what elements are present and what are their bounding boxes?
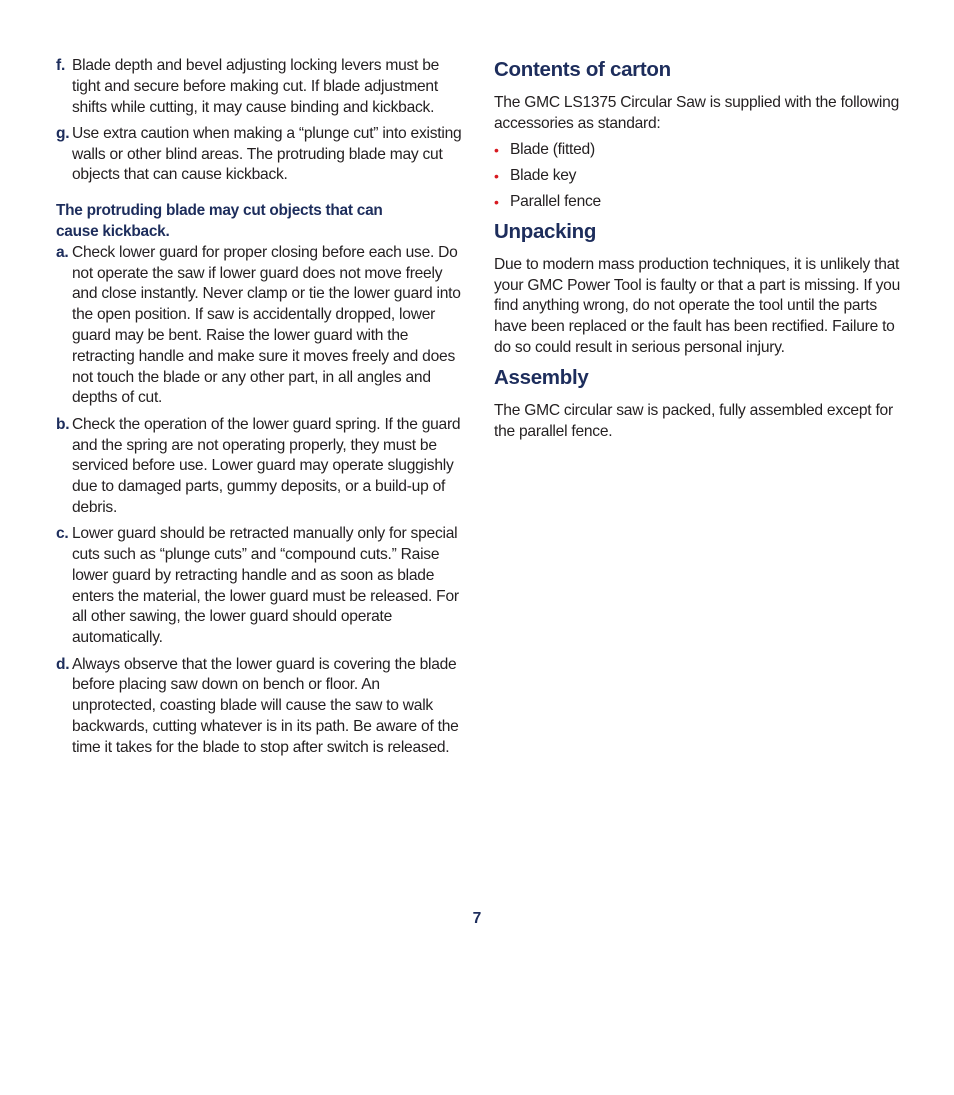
contents-list: [494, 140, 904, 214]
item-letter: a.: [56, 243, 69, 261]
item-text: Use extra caution when making a “plunge cut” into existing walls or other blind areas. The protruding blade may cut objects that can cause kickback.: [72, 124, 462, 184]
item-letter: c.: [56, 525, 69, 543]
bullet-icon: •: [494, 194, 499, 211]
list-item-f: [56, 56, 466, 118]
list-item: [494, 140, 904, 161]
list-item-b: [56, 415, 466, 519]
item-text: Check lower guard for proper closing before each use. Do not operate the saw if lower guard does not move freely and close instantly. Never clamp or tie the lower guard into the open position. If saw is accidentally dropped, lower guard may be bent. Raise the lower guard with the retracting handle and make sure it moves freely and does not touch the blade or any other part, in all angles and depths of cut.: [72, 243, 461, 407]
item-letter: f.: [56, 57, 66, 74]
unpacking-heading: Unpacking: [494, 219, 597, 243]
item-letter: d.: [56, 655, 70, 673]
bullet-icon: •: [494, 167, 499, 184]
warning-heading: The protruding blade may cut objects that can cause kickback.: [56, 202, 383, 241]
list-item: [494, 192, 904, 213]
item-text: Lower guard should be retracted manually only for special cuts such as “plunge cuts” and “compound cuts.” Raise lower guard by retracting handle and as soon as blade enters the material, the lower guard must be released. For all other sawing, the lower guard should operate automatically.: [72, 525, 459, 647]
bullet-text: Blade (fitted): [510, 140, 595, 158]
contents-heading: Contents of carton: [494, 58, 671, 81]
assembly-heading: Assembly: [494, 365, 589, 389]
contents-intro: The GMC LS1375 Circular Saw is supplied with the following accessories as standard:: [494, 94, 899, 132]
list-item-d: [56, 655, 466, 759]
item-letter: b.: [56, 415, 70, 433]
page-number: 7: [472, 910, 482, 927]
unpacking-body: Due to modern mass production techniques, it is unlikely that your GMC Power Tool is faulty or that a part is missing. If you find anything wrong, do not operate the tool until the parts have been replaced or the fault has been rectified. Failure to do so could result in serious personal injury.: [494, 255, 901, 356]
list-item: [494, 166, 904, 187]
item-text: Blade depth and bevel adjusting locking levers must be tight and secure before making cut. If blade adjustment shifts while cutting, it may cause binding and kickback.: [72, 57, 440, 116]
list-item-a: [56, 243, 466, 409]
item-letter: g.: [56, 124, 70, 142]
bullet-text: Parallel fence: [510, 193, 601, 211]
right-column: [494, 57, 904, 447]
list-item-c: [56, 524, 466, 649]
item-text: Check the operation of the lower guard spring. If the guard and the spring are not operating properly, they must be serviced before use. Lower guard may operate sluggishly due to damaged parts, gummy deposits, or a build-up of debris.: [72, 415, 461, 516]
item-text: Always observe that the lower guard is covering the blade before placing saw down on bench or floor. An unprotected, coasting blade will cause the saw to walk backwards, cutting whatever is in its path. Be aware of the time it takes for the blade to stop after switch is released.: [72, 655, 459, 756]
bullet-icon: •: [494, 141, 499, 158]
list-item-g: [56, 124, 466, 186]
left-column: [56, 56, 466, 764]
assembly-body: The GMC circular saw is packed, fully assembled except for the parallel fence.: [494, 401, 893, 440]
bullet-text: Blade key: [510, 166, 577, 184]
